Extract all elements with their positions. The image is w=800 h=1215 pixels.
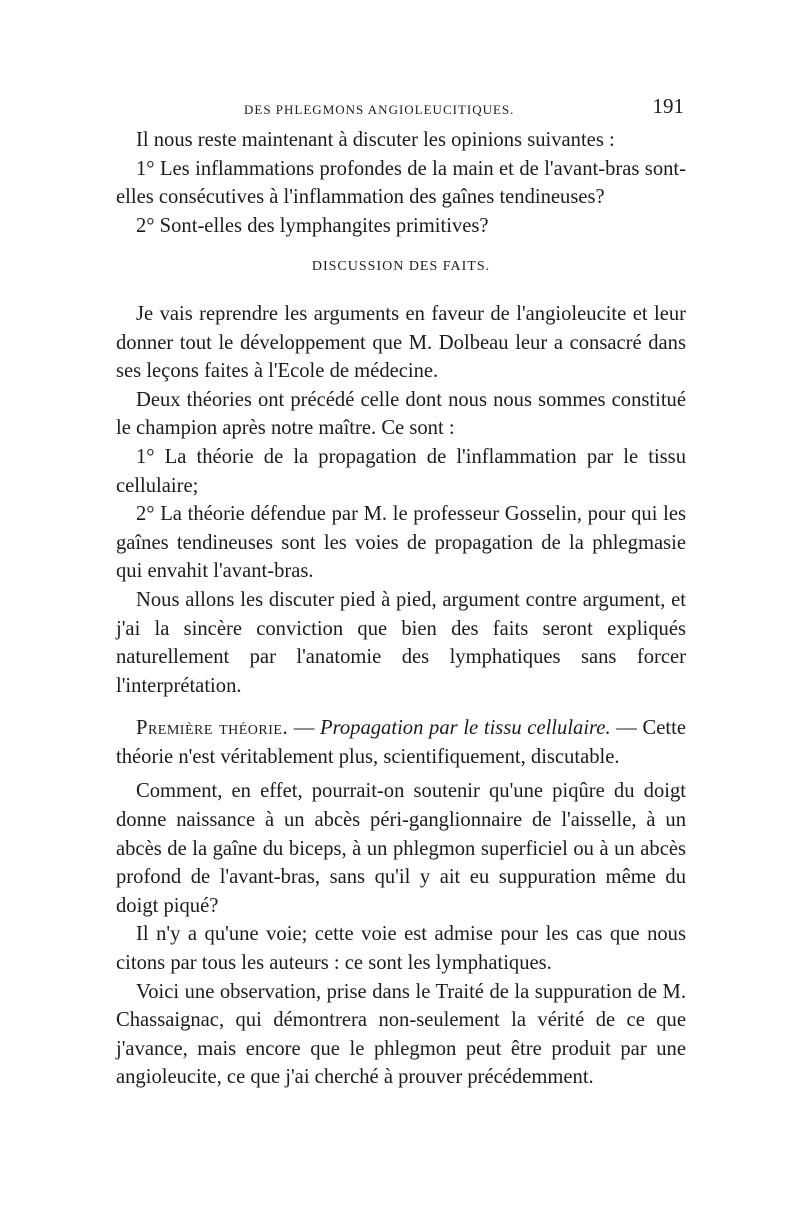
page-number: 191: [652, 94, 684, 118]
dash: —: [288, 717, 321, 740]
paragraph: Je vais reprendre les arguments en faveur de l'angioleucite et leur donner tout le développement que M. Dolbeau leur a consacré dans ses leçons faites à l'Ecole de médecine.: [116, 302, 686, 383]
section-title: Première théorie.: [136, 717, 289, 740]
paragraph: Il n'y a qu'une voie; cette voie est admise pour les cas que nous citons par tous les auteurs : ce sont les lymphatiques.: [116, 923, 686, 975]
paragraph: Voici une observation, prise dans le Traité de la suppuration de M. Chassaignac, qui démontrera non-seulement la vérité de ce que j'avance, mais encore que le phlegmon peut être produit par une angioleucite, ce que j'ai cherché à prouver précédemment.: [116, 980, 686, 1089]
paragraph: 2° La théorie défendue par M. le professeur Gosselin, pour qui les gaînes tendineuses sont les voies de propagation de la phlegmasie qui envahit l'avant-bras.: [116, 503, 686, 583]
paragraph: 2° Sont-elles des lymphangites primitives?: [136, 214, 489, 237]
paragraph: 1° Les inflammations profondes de la main et de l'avant-bras sont-elles consécutives à l'inflammation des gaînes tendineuses?: [116, 157, 686, 209]
paragraph-text: — Cette théorie n'est véritablement plus, scientifiquement, discutable.: [116, 717, 687, 768]
page-header: [116, 94, 686, 122]
paragraph: Il nous reste maintenant à discuter les opinions suivantes :: [136, 129, 615, 151]
section-paragraph: [116, 714, 686, 771]
running-title: DES PHLEGMONS ANGIOLEUCITIQUES.: [244, 102, 515, 117]
section-heading: DISCUSSION DES FAITS.: [311, 259, 491, 275]
paragraph: Deux théories ont précédé celle dont nous nous sommes constitué le champion après notre maître. Ce sont :: [116, 388, 686, 440]
section-subtitle: Propagation par le tissu cellulaire.: [320, 717, 611, 740]
paragraph: 1° La théorie de la propagation de l'inflammation par le tissu cellulaire;: [116, 445, 686, 497]
paragraph: Nous allons les discuter pied à pied, argument contre argument, et j'ai la sincère conviction que bien des faits seront expliqués naturellement par l'anatomie des lymphatiques sans forcer l'interprétation.: [116, 588, 686, 697]
paragraph: Comment, en effet, pourrait-on soutenir qu'une piqûre du doigt donne naissance à un abcès péri-ganglionnaire de l'aisselle, à un abcès de la gaîne du biceps, à un phlegmon superficiel ou à un abcès profond de l'avant-bras, sans qu'il y ait eu suppuration même du doigt piqué?: [116, 780, 686, 917]
body-text: [116, 126, 686, 1092]
